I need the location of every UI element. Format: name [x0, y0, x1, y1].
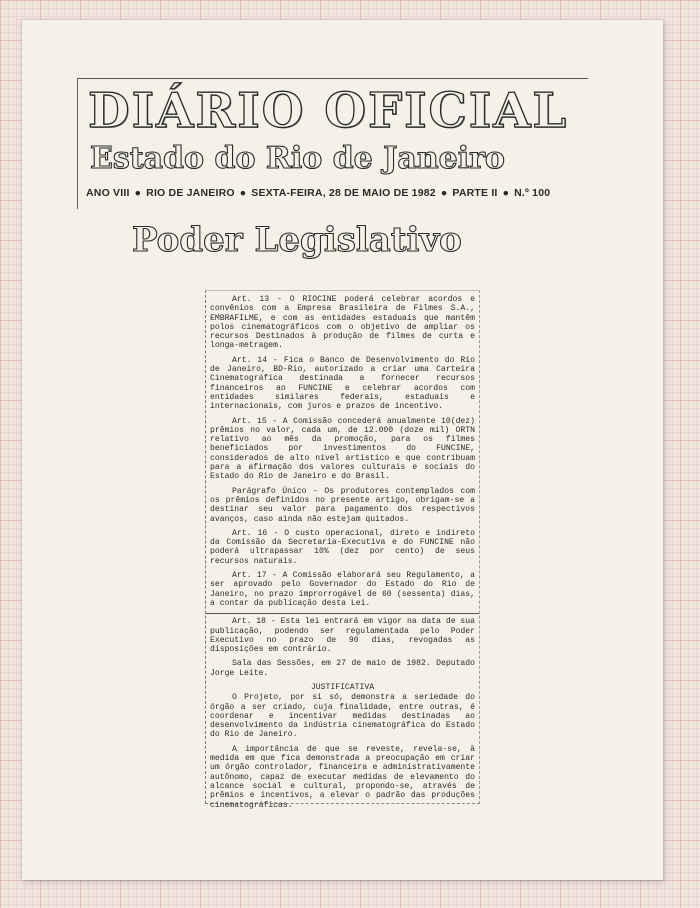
issue-part: PARTE II	[452, 187, 498, 199]
issue-city: RIO DE JANEIRO	[146, 187, 235, 199]
justificativa-heading: JUSTIFICATIVA	[310, 682, 375, 692]
clipping-divider	[206, 613, 479, 614]
article-paragraph: Art. 18 - Esta lei entrará em vigor na data de sua publicação, podendo ser regulamentada pelo Poder Executivo no prazo de 90 dias, revogadas as disposições em contrário.	[210, 617, 475, 655]
issue-line	[86, 187, 586, 199]
issue-year: ANO VIII	[86, 187, 130, 199]
bullet-icon: ●	[239, 187, 247, 199]
masthead	[77, 78, 588, 209]
article-paragraph: Parágrafo Único - Os produtores contemplados com os prêmios definidos no presente artigo, obrigam-se a destinar seu valor para pagamento dos respectivos avanços, caso ainda não estejam quitados.	[210, 486, 475, 524]
section-heading: Poder Legislativo	[132, 220, 462, 260]
article-paragraph: Art. 15 - A Comissão concederá anualmente 10(dez) prêmios no valor, cada um, de 12.000 (doze mil) ORTN relativo ao mês da promoção, para os filmes beneficiados por investimentos do FUNCINE, considerados de alto nível artístico e que contribuam para a afirmação dos valores culturais e sociais do Estado do Rio de Janeiro e do Brasil.	[210, 416, 475, 482]
article-clipping	[205, 290, 480, 810]
justificativa-paragraph: O Projeto, por si só, demonstra a seriedade do órgão a ser criado, cuja finalidade, entre outras, é coordenar e incentivar medidas destinadas ao desenvolvimento da indústria cinematográfica do Estado do Rio de Janeiro.	[210, 693, 475, 740]
signature-line: Sala das Sessões, em 27 de maio de 1982. Deputado Jorge Leite.	[210, 659, 475, 678]
issue-date: SEXTA-FEIRA, 28 DE MAIO DE 1982	[251, 187, 436, 199]
newspaper-subtitle: Estado do Rio de Janeiro	[90, 141, 505, 176]
bullet-icon: ●	[440, 187, 448, 199]
article-paragraph: Art. 14 - Fica o Banco de Desenvolvimento do Rio de Janeiro, BD-Rio, autorizado a criar uma Carteira Cinematográfica destinada a fornecer recursos financeiros ao FUNCINE e celebrar acordos com entidades similares federais, estaduais e internacionais, com juros e prazos de incentivo.	[210, 355, 475, 412]
issue-number: N.º 100	[514, 187, 551, 199]
bullet-icon: ●	[134, 187, 142, 199]
bullet-icon: ●	[502, 187, 510, 199]
justificativa-paragraph: A importância de que se reveste, revela-se, à medida em que fica demonstrada a preocupação em criar um órgão controlador, financeira e administrativamente autônomo, capaz de executar medidas de elevamento do alcance social e cultural, propondo-se, através de prêmios e incentivos, a elevar o padrão das produções cinematográficas.	[210, 744, 475, 810]
article-paragraph: Art. 16 - O custo operacional, direto e indireto da Comissão da Secretaria-Executiva e do FUNCINE não poderá ultrapassar 10% (dez por cento) de seus recursos naturais.	[210, 528, 475, 566]
newspaper-title: DIÁRIO OFICIAL	[88, 83, 569, 139]
article-paragraph: Art. 17 - A Comissão elaborará seu Regulamento, a ser aprovado pelo Governador do Estado do Rio de Janeiro, no prazo improrrogável de 60 (sessenta) dias, a contar da publicação desta Lei.	[210, 571, 475, 608]
article-paragraph: Art. 13 - O RIOCINE poderá celebrar acordos e convênios com a Empresa Brasileira de Filmes S.A., EMBRAFILME, e com as entidades estaduais que mantêm polos cinematográficos com o objetivo de ampliar os recursos Destinados à produção de filmes de curta e longa-metragem.	[210, 295, 475, 351]
